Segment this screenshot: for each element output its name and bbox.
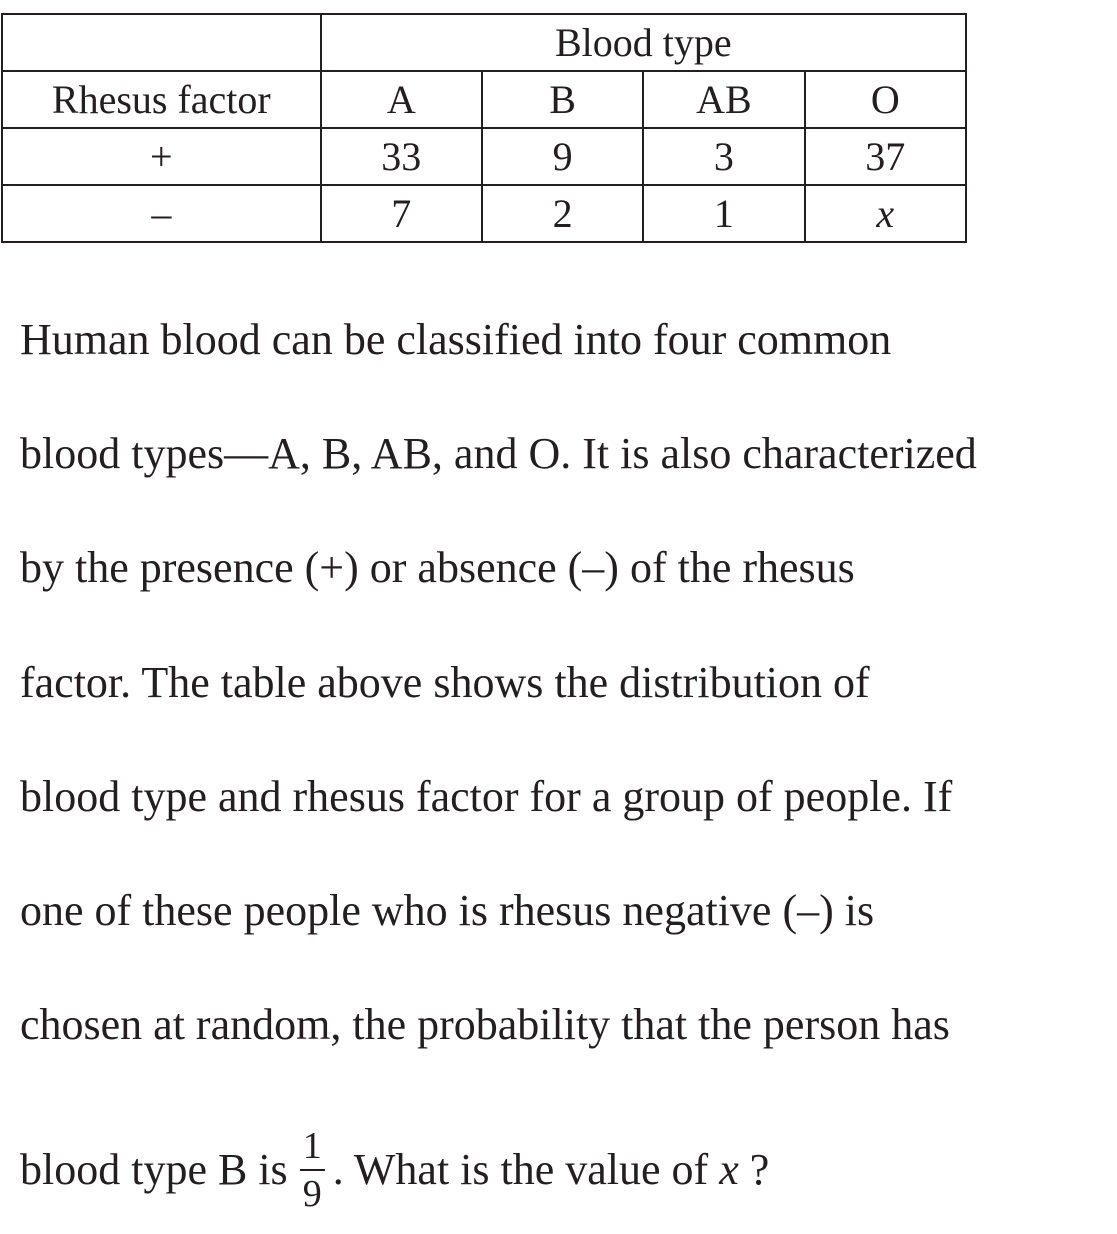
table-column-header-row [2, 71, 966, 128]
cell-negative-o: x [805, 185, 966, 242]
cell-positive-ab: 3 [643, 128, 804, 185]
passage-line: factor. The table above shows the distribution of [20, 657, 870, 707]
final-line-text-after: . What is the value of [332, 1145, 709, 1194]
table-corner-cell [2, 14, 321, 71]
table-row-negative [2, 185, 966, 242]
cell-negative-b: 2 [482, 185, 643, 242]
blood-type-table [1, 13, 967, 243]
cell-negative-ab: 1 [643, 185, 804, 242]
final-line-text-before: blood type B is [20, 1145, 288, 1194]
column-header-b: B [482, 71, 643, 128]
blood-type-header: Blood type [321, 14, 966, 71]
row-label-positive: + [2, 128, 321, 185]
passage-line: blood type and rhesus factor for a group of people. If [20, 771, 953, 821]
column-header-ab: AB [643, 71, 804, 128]
cell-positive-o: 37 [805, 128, 966, 185]
cell-positive-b: 9 [482, 128, 643, 185]
passage-line: blood types—A, B, AB, and O. It is also characterized [20, 429, 977, 479]
column-header-a: A [321, 71, 482, 128]
rhesus-factor-header: Rhesus factor [2, 71, 321, 128]
cell-negative-a: 7 [321, 185, 482, 242]
question-passage [20, 310, 1110, 1215]
table-group-header-row [2, 14, 966, 71]
column-header-o: O [805, 71, 966, 128]
fraction-numerator: 1 [302, 1125, 322, 1167]
passage-line: one of these people who is rhesus negative (–) is [20, 885, 875, 935]
passage-line: by the presence (+) or absence (–) of the rhesus [20, 543, 855, 593]
passage-line: chosen at random, the probability that the person has [20, 1000, 950, 1050]
row-label-negative: – [2, 185, 321, 242]
fraction-denominator: 9 [302, 1173, 322, 1215]
passage-line: Human blood can be classified into four common [20, 315, 892, 364]
table-row-positive [2, 128, 966, 185]
passage-final-line [20, 1115, 769, 1225]
cell-positive-a: 33 [321, 128, 482, 185]
variable-x: x [719, 1145, 739, 1194]
probability-fraction [300, 1127, 325, 1213]
question-mark: ? [749, 1145, 770, 1194]
